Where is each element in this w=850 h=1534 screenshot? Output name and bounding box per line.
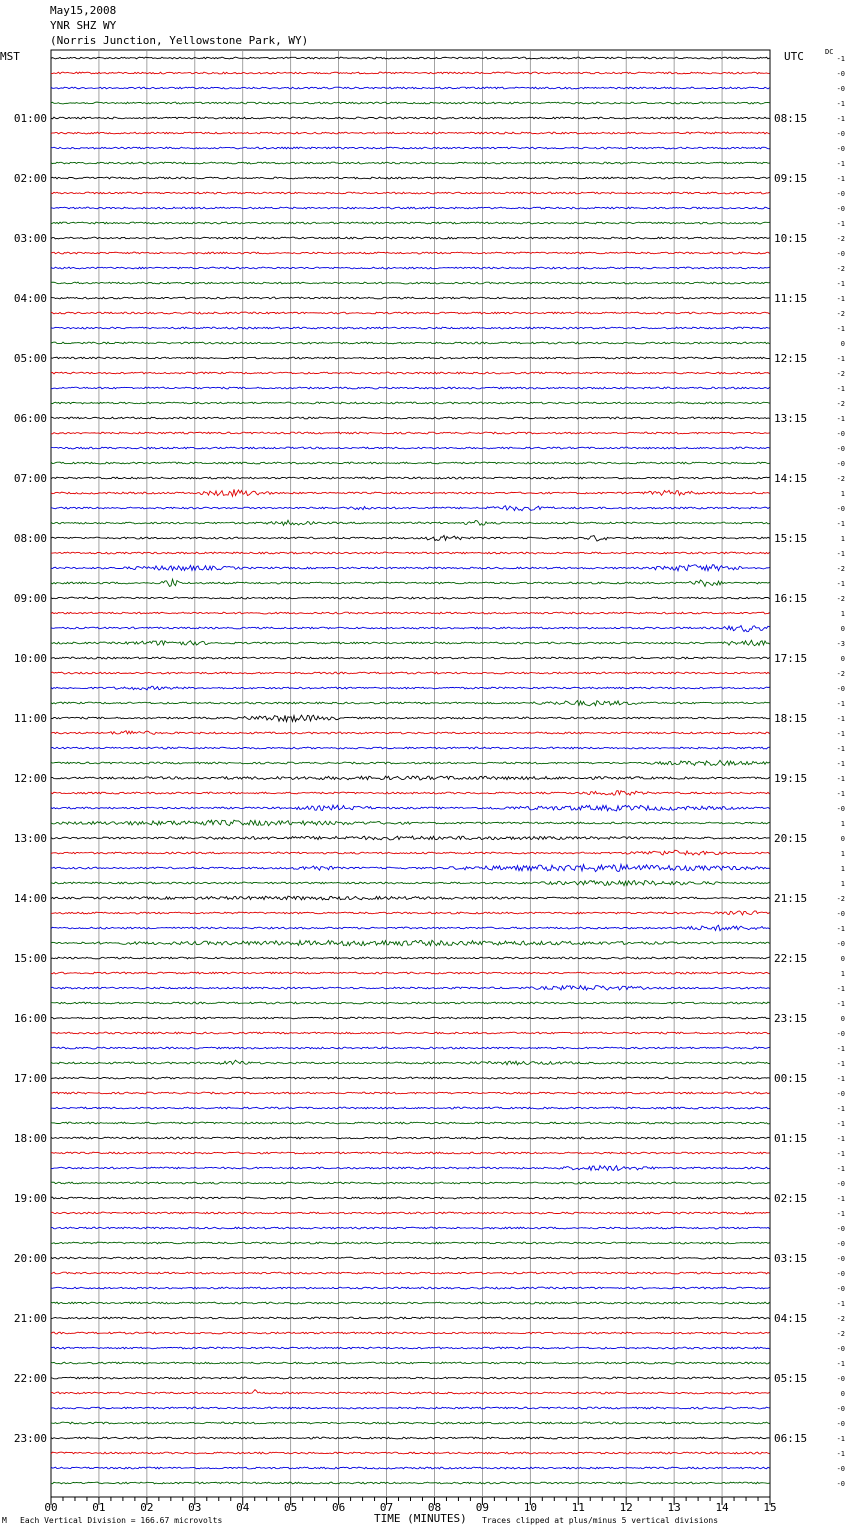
trace-80 bbox=[51, 1257, 770, 1259]
right-hour-label: 14:15 bbox=[774, 472, 808, 485]
x-tick-label: 11 bbox=[571, 1501, 585, 1514]
trace-76 bbox=[51, 1197, 770, 1199]
x-tick-label: 10 bbox=[523, 1501, 537, 1514]
trace-74 bbox=[51, 1166, 770, 1171]
left-hour-label: 05:00 bbox=[13, 352, 47, 365]
left-hour-label: 15:00 bbox=[13, 952, 47, 965]
dc-offset-label: 1 bbox=[840, 535, 845, 543]
trace-26 bbox=[51, 447, 770, 449]
trace-43 bbox=[51, 701, 770, 706]
left-hour-label: 09:00 bbox=[13, 592, 47, 605]
right-hour-label: 19:15 bbox=[774, 772, 808, 785]
trace-15 bbox=[51, 282, 770, 284]
trace-82 bbox=[51, 1287, 770, 1289]
trace-3 bbox=[51, 102, 770, 104]
dc-offset-label: -1 bbox=[836, 220, 845, 228]
dc-offset-label: -2 bbox=[836, 400, 845, 408]
trace-32 bbox=[51, 535, 770, 541]
left-hour-label: 19:00 bbox=[13, 1192, 47, 1205]
dc-offset-label: -0 bbox=[836, 1465, 845, 1473]
trace-37 bbox=[51, 612, 770, 614]
dc-offset-label: -2 bbox=[836, 895, 845, 903]
dc-offset-label: -1 bbox=[836, 1045, 845, 1053]
dc-offset-label: -2 bbox=[836, 1330, 845, 1338]
dc-offset-label: -1 bbox=[836, 985, 845, 993]
dc-offset-label: -0 bbox=[836, 85, 845, 93]
dc-offset-label: -1 bbox=[836, 415, 845, 423]
dc-offset-label: -0 bbox=[836, 145, 845, 153]
right-hour-label: 10:15 bbox=[774, 232, 808, 245]
trace-62 bbox=[51, 986, 770, 991]
left-hour-label: 20:00 bbox=[13, 1252, 47, 1265]
dc-offset-label: -0 bbox=[836, 1225, 845, 1233]
x-tick-label: 14 bbox=[715, 1501, 729, 1514]
trace-48 bbox=[51, 776, 770, 780]
right-hour-label: 11:15 bbox=[774, 292, 808, 305]
trace-12 bbox=[51, 237, 770, 239]
right-hour-label: 08:15 bbox=[774, 112, 808, 125]
dc-offset-label: -1 bbox=[836, 760, 845, 768]
dc-offset-label: -1 bbox=[836, 700, 845, 708]
dc-offset-label: -1 bbox=[836, 295, 845, 303]
trace-83 bbox=[51, 1302, 770, 1304]
dc-offset-label: 0 bbox=[840, 835, 845, 843]
scale-note: Each Vertical Division = 166.67 microvolts bbox=[20, 1516, 223, 1525]
trace-21 bbox=[51, 372, 770, 374]
x-tick-label: 04 bbox=[236, 1501, 250, 1514]
dc-offset-label: -1 bbox=[836, 1060, 845, 1068]
right-hour-label: 15:15 bbox=[774, 532, 808, 545]
dc-offset-label: -1 bbox=[836, 115, 845, 123]
dc-offset-label: -1 bbox=[836, 355, 845, 363]
trace-11 bbox=[51, 222, 770, 224]
dc-offset-label: -0 bbox=[836, 460, 845, 468]
trace-41 bbox=[51, 672, 770, 674]
right-hour-label: 16:15 bbox=[774, 592, 808, 605]
dc-offset-label: -0 bbox=[836, 130, 845, 138]
trace-45 bbox=[51, 731, 770, 735]
left-hour-label: 18:00 bbox=[13, 1132, 47, 1145]
left-hour-label: 21:00 bbox=[13, 1312, 47, 1325]
plot-date: May15,2008 bbox=[50, 4, 117, 17]
dc-offset-label: -2 bbox=[836, 235, 845, 243]
x-tick-label: 06 bbox=[331, 1501, 346, 1514]
trace-19 bbox=[51, 342, 770, 344]
dc-offset-label: -1 bbox=[836, 775, 845, 783]
left-hour-label: 12:00 bbox=[13, 772, 47, 785]
dc-offset-label: -0 bbox=[836, 1405, 845, 1413]
trace-17 bbox=[51, 312, 770, 314]
trace-66 bbox=[51, 1047, 770, 1049]
dc-offset-label: -1 bbox=[836, 175, 845, 183]
dc-offset-label: -1 bbox=[836, 325, 845, 333]
dc-offset-label: -0 bbox=[836, 1420, 845, 1428]
trace-47 bbox=[51, 760, 770, 765]
trace-88 bbox=[51, 1377, 770, 1379]
left-hour-label: 17:00 bbox=[13, 1072, 47, 1085]
trace-94 bbox=[51, 1467, 770, 1469]
dc-offset-label: -1 bbox=[836, 1120, 845, 1128]
x-tick-label: 13 bbox=[667, 1501, 681, 1514]
trace-53 bbox=[51, 850, 770, 855]
dc-offset-label: -1 bbox=[836, 1435, 845, 1443]
dc-offset-label: -0 bbox=[836, 1240, 845, 1248]
dc-offset-label: -0 bbox=[836, 445, 845, 453]
left-hour-label: 06:00 bbox=[13, 412, 47, 425]
dc-offset-label: -0 bbox=[836, 685, 845, 693]
trace-79 bbox=[51, 1242, 770, 1244]
trace-46 bbox=[51, 747, 770, 749]
right-hour-label: 13:15 bbox=[774, 412, 808, 425]
dc-offset-label: 0 bbox=[840, 1015, 845, 1023]
trace-8 bbox=[51, 177, 770, 179]
dc-offset-label: 1 bbox=[840, 820, 845, 828]
right-hour-label: 17:15 bbox=[774, 652, 808, 665]
trace-84 bbox=[51, 1317, 770, 1319]
right-hour-label: 04:15 bbox=[774, 1312, 808, 1325]
trace-68 bbox=[51, 1077, 770, 1079]
dc-offset-label: -0 bbox=[836, 430, 845, 438]
footer-corner-mark: M bbox=[2, 1516, 7, 1525]
right-hour-label: 23:15 bbox=[774, 1012, 808, 1025]
trace-81 bbox=[51, 1272, 770, 1274]
dc-offset-label: 0 bbox=[840, 340, 845, 348]
right-hour-label: 09:15 bbox=[774, 172, 808, 185]
dc-offset-label: -1 bbox=[836, 790, 845, 798]
dc-offset-label: -1 bbox=[836, 580, 845, 588]
trace-63 bbox=[51, 1002, 770, 1004]
clip-note: Traces clipped at plus/minus 5 vertical divisions bbox=[482, 1516, 719, 1525]
dc-offset-label: -2 bbox=[836, 565, 845, 573]
trace-20 bbox=[51, 357, 770, 359]
trace-85 bbox=[51, 1332, 770, 1334]
left-hour-label: 04:00 bbox=[13, 292, 47, 305]
right-hour-label: 22:15 bbox=[774, 952, 808, 965]
trace-92 bbox=[51, 1437, 770, 1439]
trace-70 bbox=[51, 1107, 770, 1109]
x-tick-label: 01 bbox=[92, 1501, 106, 1514]
x-tick-label: 03 bbox=[188, 1501, 202, 1514]
left-hour-label: 08:00 bbox=[13, 532, 47, 545]
left-hour-label: 22:00 bbox=[13, 1372, 47, 1385]
trace-35 bbox=[51, 579, 770, 586]
right-hour-labels bbox=[774, 112, 807, 1445]
trace-89 bbox=[51, 1390, 770, 1394]
trace-51 bbox=[51, 820, 770, 826]
station-code: YNR SHZ WY bbox=[50, 19, 117, 32]
dc-offset-label: -0 bbox=[836, 1090, 845, 1098]
trace-69 bbox=[51, 1092, 770, 1094]
x-tick-label: 07 bbox=[379, 1501, 394, 1514]
x-axis-title: TIME (MINUTES) bbox=[374, 1512, 467, 1525]
right-hour-label: 06:15 bbox=[774, 1432, 808, 1445]
dc-offset-label: -0 bbox=[836, 1030, 845, 1038]
trace-61 bbox=[51, 972, 770, 974]
trace-28 bbox=[51, 477, 770, 479]
dc-offset-label: -2 bbox=[836, 595, 845, 603]
dc-offset-header: DC bbox=[825, 48, 834, 56]
trace-24 bbox=[51, 417, 770, 419]
dc-offset-label: 0 bbox=[840, 625, 845, 633]
trace-77 bbox=[51, 1212, 770, 1214]
trace-91 bbox=[51, 1422, 770, 1424]
dc-offset-label: -1 bbox=[836, 1165, 845, 1173]
dc-offset-label: 0 bbox=[840, 955, 845, 963]
trace-58 bbox=[51, 925, 770, 930]
dc-offset-labels bbox=[837, 55, 845, 1488]
right-hour-label: 01:15 bbox=[774, 1132, 808, 1145]
dc-offset-label: -1 bbox=[836, 280, 845, 288]
trace-78 bbox=[51, 1227, 770, 1229]
trace-6 bbox=[51, 147, 770, 149]
trace-40 bbox=[51, 657, 770, 659]
trace-50 bbox=[51, 805, 770, 811]
dc-offset-label: -1 bbox=[836, 1075, 845, 1083]
trace-27 bbox=[51, 462, 770, 464]
dc-offset-label: 1 bbox=[840, 610, 845, 618]
dc-offset-label: -0 bbox=[836, 1180, 845, 1188]
left-hour-labels bbox=[14, 112, 47, 1445]
dc-offset-label: -1 bbox=[836, 1195, 845, 1203]
trace-56 bbox=[51, 896, 770, 900]
trace-60 bbox=[51, 957, 770, 959]
left-hour-label: 14:00 bbox=[13, 892, 47, 905]
trace-34 bbox=[51, 565, 770, 571]
x-tick-label: 09 bbox=[475, 1501, 490, 1514]
dc-offset-label: 1 bbox=[840, 850, 845, 858]
trace-44 bbox=[51, 715, 770, 721]
dc-offset-label: -2 bbox=[836, 265, 845, 273]
right-timezone-label: UTC bbox=[784, 50, 804, 63]
right-hour-label: 05:15 bbox=[774, 1372, 808, 1385]
dc-offset-label: -0 bbox=[836, 1270, 845, 1278]
trace-13 bbox=[51, 252, 770, 254]
dc-offset-label: -1 bbox=[836, 1300, 845, 1308]
dc-offset-label: -1 bbox=[836, 1000, 845, 1008]
dc-offset-label: -1 bbox=[836, 925, 845, 933]
dc-offset-label: -0 bbox=[836, 1255, 845, 1263]
left-hour-label: 01:00 bbox=[13, 112, 47, 125]
trace-75 bbox=[51, 1182, 770, 1184]
dc-offset-label: -1 bbox=[836, 1450, 845, 1458]
dc-offset-label: -0 bbox=[836, 910, 845, 918]
dc-offset-label: -2 bbox=[836, 370, 845, 378]
trace-93 bbox=[51, 1452, 770, 1454]
dc-offset-label: -1 bbox=[836, 730, 845, 738]
trace-2 bbox=[51, 87, 770, 89]
right-hour-label: 18:15 bbox=[774, 712, 808, 725]
dc-offset-label: -2 bbox=[836, 475, 845, 483]
x-tick-label: 08 bbox=[427, 1501, 442, 1514]
dc-offset-label: -1 bbox=[836, 745, 845, 753]
trace-57 bbox=[51, 911, 770, 915]
right-hour-label: 12:15 bbox=[774, 352, 808, 365]
trace-30 bbox=[51, 506, 770, 511]
dc-offset-label: -1 bbox=[836, 520, 845, 528]
left-hour-label: 13:00 bbox=[13, 832, 47, 845]
dc-offset-label: -0 bbox=[836, 805, 845, 813]
trace-23 bbox=[51, 402, 770, 404]
dc-offset-label: -1 bbox=[836, 160, 845, 168]
trace-67 bbox=[51, 1060, 770, 1065]
trace-10 bbox=[51, 207, 770, 209]
dc-offset-label: 1 bbox=[840, 490, 845, 498]
trace-1 bbox=[51, 72, 770, 74]
dc-offset-label: -1 bbox=[836, 55, 845, 63]
station-location: (Norris Junction, Yellowstone Park, WY) bbox=[50, 34, 309, 47]
dc-offset-label: -0 bbox=[836, 1285, 845, 1293]
right-hour-label: 02:15 bbox=[774, 1192, 808, 1205]
dc-offset-label: -0 bbox=[836, 205, 845, 213]
right-hour-label: 00:15 bbox=[774, 1072, 808, 1085]
left-hour-label: 16:00 bbox=[13, 1012, 47, 1025]
trace-52 bbox=[51, 836, 770, 840]
x-tick-label: 00 bbox=[44, 1501, 58, 1514]
dc-offset-label: -2 bbox=[836, 670, 845, 678]
dc-offset-label: -1 bbox=[836, 1135, 845, 1143]
right-hour-label: 20:15 bbox=[774, 832, 808, 845]
trace-5 bbox=[51, 132, 770, 134]
left-hour-label: 10:00 bbox=[13, 652, 47, 665]
dc-offset-label: -1 bbox=[836, 1105, 845, 1113]
dc-offset-label: -1 bbox=[836, 1210, 845, 1218]
dc-offset-label: 0 bbox=[840, 655, 845, 663]
trace-16 bbox=[51, 297, 770, 299]
trace-42 bbox=[51, 686, 770, 690]
dc-offset-label: -0 bbox=[836, 940, 845, 948]
dc-offset-label: -1 bbox=[836, 1150, 845, 1158]
trace-0 bbox=[51, 57, 770, 59]
dc-offset-label: -0 bbox=[836, 1375, 845, 1383]
dc-offset-label: 1 bbox=[840, 865, 845, 873]
trace-14 bbox=[51, 267, 770, 269]
right-hour-label: 21:15 bbox=[774, 892, 808, 905]
trace-65 bbox=[51, 1032, 770, 1034]
dc-offset-label: -3 bbox=[836, 640, 845, 648]
x-tick-label: 12 bbox=[619, 1501, 633, 1514]
trace-55 bbox=[51, 881, 770, 886]
dc-offset-label: -2 bbox=[836, 310, 845, 318]
dc-offset-label: -1 bbox=[836, 1360, 845, 1368]
dc-offset-label: 0 bbox=[840, 1390, 845, 1398]
left-hour-label: 11:00 bbox=[13, 712, 47, 725]
dc-offset-label: -0 bbox=[836, 505, 845, 513]
trace-7 bbox=[51, 162, 770, 164]
dc-offset-label: -1 bbox=[836, 715, 845, 723]
trace-64 bbox=[51, 1017, 770, 1019]
x-tick-label: 15 bbox=[763, 1501, 777, 1514]
trace-25 bbox=[51, 432, 770, 434]
trace-29 bbox=[51, 489, 770, 496]
left-hour-label: 07:00 bbox=[13, 472, 47, 485]
dc-offset-label: -0 bbox=[836, 1480, 845, 1488]
trace-group bbox=[51, 57, 770, 1484]
trace-71 bbox=[51, 1122, 770, 1124]
trace-87 bbox=[51, 1362, 770, 1364]
dc-offset-label: -1 bbox=[836, 100, 845, 108]
trace-54 bbox=[51, 864, 770, 871]
trace-39 bbox=[51, 640, 770, 645]
dc-offset-label: -1 bbox=[836, 550, 845, 558]
left-timezone-label: MST bbox=[0, 50, 20, 63]
dc-offset-label: -0 bbox=[836, 70, 845, 78]
dc-offset-label: -1 bbox=[836, 385, 845, 393]
trace-72 bbox=[51, 1137, 770, 1139]
trace-86 bbox=[51, 1347, 770, 1349]
trace-4 bbox=[51, 117, 770, 119]
x-tick-label: 02 bbox=[140, 1501, 154, 1514]
trace-9 bbox=[51, 192, 770, 194]
trace-18 bbox=[51, 327, 770, 329]
trace-38 bbox=[51, 626, 770, 632]
dc-offset-label: -0 bbox=[836, 190, 845, 198]
trace-59 bbox=[51, 940, 770, 946]
dc-offset-label: -0 bbox=[836, 1345, 845, 1353]
trace-90 bbox=[51, 1407, 770, 1409]
trace-95 bbox=[51, 1482, 770, 1484]
trace-36 bbox=[51, 597, 770, 599]
left-hour-label: 02:00 bbox=[13, 172, 47, 185]
dc-offset-label: -2 bbox=[836, 1315, 845, 1323]
trace-31 bbox=[51, 520, 770, 525]
left-hour-label: 03:00 bbox=[13, 232, 47, 245]
x-tick-label: 05 bbox=[284, 1501, 298, 1514]
dc-offset-label: -0 bbox=[836, 250, 845, 258]
dc-offset-label: 1 bbox=[840, 880, 845, 888]
trace-22 bbox=[51, 387, 770, 389]
right-hour-label: 03:15 bbox=[774, 1252, 808, 1265]
trace-73 bbox=[51, 1152, 770, 1154]
dc-offset-label: 1 bbox=[840, 970, 845, 978]
left-hour-label: 23:00 bbox=[13, 1432, 47, 1445]
trace-33 bbox=[51, 552, 770, 554]
trace-49 bbox=[51, 791, 770, 796]
